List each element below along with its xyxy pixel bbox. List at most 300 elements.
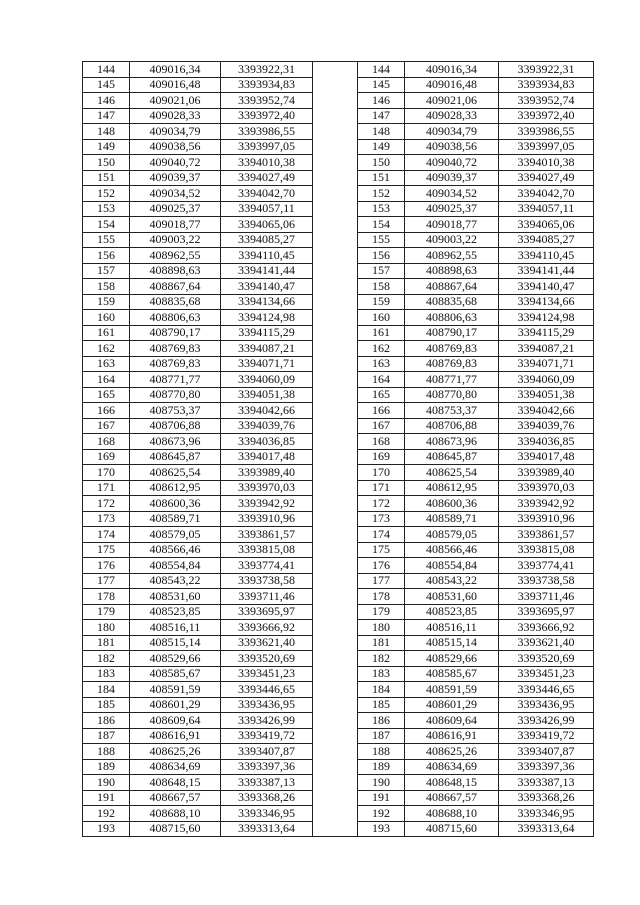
right-x-coordinate-cell: 408566,46 xyxy=(405,542,499,558)
left-point-number-cell: 146 xyxy=(83,93,130,109)
left-point-number-cell: 147 xyxy=(83,108,130,124)
right-x-coordinate-cell: 408645,87 xyxy=(405,449,499,465)
coordinates-table xyxy=(82,61,594,837)
spacer-cell xyxy=(313,77,358,93)
right-y-coordinate-cell: 3393815,08 xyxy=(499,542,594,558)
right-point-number-cell: 176 xyxy=(358,558,405,574)
right-x-coordinate-cell: 409039,37 xyxy=(405,170,499,186)
right-y-coordinate-cell: 3394115,29 xyxy=(499,325,594,341)
right-point-number-cell: 164 xyxy=(358,372,405,388)
spacer-cell xyxy=(313,387,358,403)
right-y-coordinate-cell: 3393368,26 xyxy=(499,790,594,806)
left-y-coordinate-cell: 3394141,44 xyxy=(221,263,313,279)
table-row xyxy=(83,155,594,171)
left-point-number-cell: 154 xyxy=(83,217,130,233)
right-point-number-cell: 160 xyxy=(358,310,405,326)
left-x-coordinate-cell: 408715,60 xyxy=(130,821,221,837)
right-x-coordinate-cell: 408867,64 xyxy=(405,279,499,295)
table-row xyxy=(83,775,594,791)
right-x-coordinate-cell: 408591,59 xyxy=(405,682,499,698)
spacer-cell xyxy=(313,232,358,248)
right-y-coordinate-cell: 3394057,11 xyxy=(499,201,594,217)
right-x-coordinate-cell: 408898,63 xyxy=(405,263,499,279)
spacer-cell xyxy=(313,62,358,78)
left-y-coordinate-cell: 3393520,69 xyxy=(221,651,313,667)
left-y-coordinate-cell: 3393989,40 xyxy=(221,465,313,481)
left-point-number-cell: 148 xyxy=(83,124,130,140)
right-x-coordinate-cell: 408625,26 xyxy=(405,744,499,760)
table-row xyxy=(83,542,594,558)
right-point-number-cell: 170 xyxy=(358,465,405,481)
left-y-coordinate-cell: 3393942,92 xyxy=(221,496,313,512)
left-x-coordinate-cell: 408673,96 xyxy=(130,434,221,450)
right-y-coordinate-cell: 3393666,92 xyxy=(499,620,594,636)
right-point-number-cell: 167 xyxy=(358,418,405,434)
left-point-number-cell: 173 xyxy=(83,511,130,527)
spacer-cell xyxy=(313,155,358,171)
left-x-coordinate-cell: 408634,69 xyxy=(130,759,221,775)
right-y-coordinate-cell: 3393446,65 xyxy=(499,682,594,698)
right-point-number-cell: 177 xyxy=(358,573,405,589)
left-y-coordinate-cell: 3394057,11 xyxy=(221,201,313,217)
right-point-number-cell: 156 xyxy=(358,248,405,264)
right-y-coordinate-cell: 3394085,27 xyxy=(499,232,594,248)
left-y-coordinate-cell: 3394051,38 xyxy=(221,387,313,403)
right-point-number-cell: 163 xyxy=(358,356,405,372)
left-point-number-cell: 186 xyxy=(83,713,130,729)
left-x-coordinate-cell: 409034,52 xyxy=(130,186,221,202)
left-y-coordinate-cell: 3394124,98 xyxy=(221,310,313,326)
right-x-coordinate-cell: 408612,95 xyxy=(405,480,499,496)
right-point-number-cell: 147 xyxy=(358,108,405,124)
right-point-number-cell: 146 xyxy=(358,93,405,109)
right-x-coordinate-cell: 408715,60 xyxy=(405,821,499,837)
right-point-number-cell: 180 xyxy=(358,620,405,636)
right-x-coordinate-cell: 408790,17 xyxy=(405,325,499,341)
right-y-coordinate-cell: 3393313,64 xyxy=(499,821,594,837)
left-point-number-cell: 171 xyxy=(83,480,130,496)
right-x-coordinate-cell: 408806,63 xyxy=(405,310,499,326)
left-point-number-cell: 159 xyxy=(83,294,130,310)
left-point-number-cell: 155 xyxy=(83,232,130,248)
left-point-number-cell: 176 xyxy=(83,558,130,574)
right-point-number-cell: 186 xyxy=(358,713,405,729)
right-y-coordinate-cell: 3393407,87 xyxy=(499,744,594,760)
right-point-number-cell: 181 xyxy=(358,635,405,651)
spacer-cell xyxy=(313,310,358,326)
right-point-number-cell: 157 xyxy=(358,263,405,279)
right-point-number-cell: 185 xyxy=(358,697,405,713)
spacer-cell xyxy=(313,744,358,760)
spacer-cell xyxy=(313,480,358,496)
right-point-number-cell: 150 xyxy=(358,155,405,171)
left-x-coordinate-cell: 409018,77 xyxy=(130,217,221,233)
left-x-coordinate-cell: 409025,37 xyxy=(130,201,221,217)
table-row xyxy=(83,790,594,806)
table-row xyxy=(83,77,594,93)
left-y-coordinate-cell: 3394042,70 xyxy=(221,186,313,202)
table-row xyxy=(83,418,594,434)
left-y-coordinate-cell: 3393426,99 xyxy=(221,713,313,729)
left-point-number-cell: 185 xyxy=(83,697,130,713)
left-point-number-cell: 150 xyxy=(83,155,130,171)
left-point-number-cell: 163 xyxy=(83,356,130,372)
left-point-number-cell: 164 xyxy=(83,372,130,388)
spacer-cell xyxy=(313,651,358,667)
right-y-coordinate-cell: 3394051,38 xyxy=(499,387,594,403)
spacer-cell xyxy=(313,294,358,310)
right-y-coordinate-cell: 3393774,41 xyxy=(499,558,594,574)
left-y-coordinate-cell: 3393419,72 xyxy=(221,728,313,744)
right-point-number-cell: 168 xyxy=(358,434,405,450)
table-row xyxy=(83,697,594,713)
left-y-coordinate-cell: 3393346,95 xyxy=(221,806,313,822)
right-point-number-cell: 162 xyxy=(358,341,405,357)
right-x-coordinate-cell: 408753,37 xyxy=(405,403,499,419)
left-x-coordinate-cell: 408790,17 xyxy=(130,325,221,341)
left-point-number-cell: 169 xyxy=(83,449,130,465)
table-row xyxy=(83,279,594,295)
right-x-coordinate-cell: 409016,48 xyxy=(405,77,499,93)
left-point-number-cell: 144 xyxy=(83,62,130,78)
table-row xyxy=(83,573,594,589)
spacer-cell xyxy=(313,325,358,341)
left-x-coordinate-cell: 409016,34 xyxy=(130,62,221,78)
right-y-coordinate-cell: 3393861,57 xyxy=(499,527,594,543)
right-y-coordinate-cell: 3393387,13 xyxy=(499,775,594,791)
left-point-number-cell: 172 xyxy=(83,496,130,512)
right-x-coordinate-cell: 408515,14 xyxy=(405,635,499,651)
left-y-coordinate-cell: 3393815,08 xyxy=(221,542,313,558)
spacer-cell xyxy=(313,434,358,450)
left-y-coordinate-cell: 3394039,76 xyxy=(221,418,313,434)
table-row xyxy=(83,744,594,760)
right-point-number-cell: 144 xyxy=(358,62,405,78)
left-point-number-cell: 162 xyxy=(83,341,130,357)
spacer-cell xyxy=(313,496,358,512)
right-x-coordinate-cell: 408770,80 xyxy=(405,387,499,403)
spacer-cell xyxy=(313,542,358,558)
left-point-number-cell: 152 xyxy=(83,186,130,202)
right-point-number-cell: 178 xyxy=(358,589,405,605)
left-point-number-cell: 151 xyxy=(83,170,130,186)
left-x-coordinate-cell: 408616,91 xyxy=(130,728,221,744)
right-x-coordinate-cell: 409025,37 xyxy=(405,201,499,217)
right-x-coordinate-cell: 408601,29 xyxy=(405,697,499,713)
table-row xyxy=(83,232,594,248)
right-y-coordinate-cell: 3393970,03 xyxy=(499,480,594,496)
right-point-number-cell: 166 xyxy=(358,403,405,419)
spacer-cell xyxy=(313,341,358,357)
left-y-coordinate-cell: 3393621,40 xyxy=(221,635,313,651)
left-y-coordinate-cell: 3394085,27 xyxy=(221,232,313,248)
spacer-cell xyxy=(313,372,358,388)
left-y-coordinate-cell: 3393313,64 xyxy=(221,821,313,837)
left-point-number-cell: 193 xyxy=(83,821,130,837)
left-y-coordinate-cell: 3393451,23 xyxy=(221,666,313,682)
spacer-cell xyxy=(313,356,358,372)
left-point-number-cell: 182 xyxy=(83,651,130,667)
right-x-coordinate-cell: 408634,69 xyxy=(405,759,499,775)
left-point-number-cell: 190 xyxy=(83,775,130,791)
right-x-coordinate-cell: 408688,10 xyxy=(405,806,499,822)
right-y-coordinate-cell: 3393426,99 xyxy=(499,713,594,729)
right-y-coordinate-cell: 3394042,70 xyxy=(499,186,594,202)
right-point-number-cell: 161 xyxy=(358,325,405,341)
left-point-number-cell: 191 xyxy=(83,790,130,806)
right-point-number-cell: 155 xyxy=(358,232,405,248)
right-point-number-cell: 188 xyxy=(358,744,405,760)
left-y-coordinate-cell: 3394065,06 xyxy=(221,217,313,233)
right-point-number-cell: 154 xyxy=(358,217,405,233)
left-y-coordinate-cell: 3394110,45 xyxy=(221,248,313,264)
left-x-coordinate-cell: 408625,26 xyxy=(130,744,221,760)
spacer-cell xyxy=(313,713,358,729)
left-x-coordinate-cell: 408554,84 xyxy=(130,558,221,574)
left-y-coordinate-cell: 3394140,47 xyxy=(221,279,313,295)
table-row xyxy=(83,170,594,186)
left-x-coordinate-cell: 409021,06 xyxy=(130,93,221,109)
left-x-coordinate-cell: 408566,46 xyxy=(130,542,221,558)
left-point-number-cell: 168 xyxy=(83,434,130,450)
spacer-cell xyxy=(313,620,358,636)
right-x-coordinate-cell: 409016,34 xyxy=(405,62,499,78)
right-y-coordinate-cell: 3393922,31 xyxy=(499,62,594,78)
right-x-coordinate-cell: 408771,77 xyxy=(405,372,499,388)
left-y-coordinate-cell: 3393774,41 xyxy=(221,558,313,574)
left-point-number-cell: 187 xyxy=(83,728,130,744)
left-x-coordinate-cell: 408769,83 xyxy=(130,341,221,357)
spacer-cell xyxy=(313,728,358,744)
left-y-coordinate-cell: 3393407,87 xyxy=(221,744,313,760)
right-x-coordinate-cell: 408543,22 xyxy=(405,573,499,589)
spacer-cell xyxy=(313,558,358,574)
right-y-coordinate-cell: 3393520,69 xyxy=(499,651,594,667)
right-x-coordinate-cell: 409034,52 xyxy=(405,186,499,202)
table-row xyxy=(83,682,594,698)
table-row xyxy=(83,201,594,217)
left-x-coordinate-cell: 408648,15 xyxy=(130,775,221,791)
table-row xyxy=(83,511,594,527)
left-x-coordinate-cell: 409038,56 xyxy=(130,139,221,155)
spacer-cell xyxy=(313,465,358,481)
table-row xyxy=(83,713,594,729)
left-point-number-cell: 189 xyxy=(83,759,130,775)
table-row xyxy=(83,806,594,822)
left-point-number-cell: 166 xyxy=(83,403,130,419)
left-x-coordinate-cell: 408516,11 xyxy=(130,620,221,636)
right-x-coordinate-cell: 408648,15 xyxy=(405,775,499,791)
right-y-coordinate-cell: 3393621,40 xyxy=(499,635,594,651)
left-x-coordinate-cell: 408600,36 xyxy=(130,496,221,512)
left-x-coordinate-cell: 409003,22 xyxy=(130,232,221,248)
left-x-coordinate-cell: 408625,54 xyxy=(130,465,221,481)
left-point-number-cell: 175 xyxy=(83,542,130,558)
table-row xyxy=(83,403,594,419)
right-point-number-cell: 158 xyxy=(358,279,405,295)
right-y-coordinate-cell: 3394017,48 xyxy=(499,449,594,465)
right-point-number-cell: 172 xyxy=(358,496,405,512)
spacer-cell xyxy=(313,93,358,109)
left-x-coordinate-cell: 408769,83 xyxy=(130,356,221,372)
left-y-coordinate-cell: 3394087,21 xyxy=(221,341,313,357)
left-y-coordinate-cell: 3394027,49 xyxy=(221,170,313,186)
table-row xyxy=(83,372,594,388)
spacer-cell xyxy=(313,682,358,698)
left-y-coordinate-cell: 3393446,65 xyxy=(221,682,313,698)
spacer-cell xyxy=(313,124,358,140)
spacer-cell xyxy=(313,790,358,806)
left-y-coordinate-cell: 3393387,13 xyxy=(221,775,313,791)
right-x-coordinate-cell: 408529,66 xyxy=(405,651,499,667)
table-row xyxy=(83,124,594,140)
left-y-coordinate-cell: 3393986,55 xyxy=(221,124,313,140)
left-point-number-cell: 153 xyxy=(83,201,130,217)
table-row xyxy=(83,341,594,357)
left-x-coordinate-cell: 408579,05 xyxy=(130,527,221,543)
left-x-coordinate-cell: 408589,71 xyxy=(130,511,221,527)
left-point-number-cell: 157 xyxy=(83,263,130,279)
right-y-coordinate-cell: 3394027,49 xyxy=(499,170,594,186)
left-y-coordinate-cell: 3394071,71 xyxy=(221,356,313,372)
spacer-cell xyxy=(313,589,358,605)
left-x-coordinate-cell: 408667,57 xyxy=(130,790,221,806)
right-point-number-cell: 148 xyxy=(358,124,405,140)
right-point-number-cell: 151 xyxy=(358,170,405,186)
table-row xyxy=(83,294,594,310)
right-point-number-cell: 182 xyxy=(358,651,405,667)
right-x-coordinate-cell: 409038,56 xyxy=(405,139,499,155)
left-x-coordinate-cell: 408835,68 xyxy=(130,294,221,310)
left-x-coordinate-cell: 408591,59 xyxy=(130,682,221,698)
right-x-coordinate-cell: 409021,06 xyxy=(405,93,499,109)
left-y-coordinate-cell: 3393436,95 xyxy=(221,697,313,713)
right-x-coordinate-cell: 408616,91 xyxy=(405,728,499,744)
right-y-coordinate-cell: 3393972,40 xyxy=(499,108,594,124)
right-y-coordinate-cell: 3394141,44 xyxy=(499,263,594,279)
right-y-coordinate-cell: 3393738,58 xyxy=(499,573,594,589)
table-row xyxy=(83,480,594,496)
right-x-coordinate-cell: 408835,68 xyxy=(405,294,499,310)
left-y-coordinate-cell: 3394017,48 xyxy=(221,449,313,465)
right-x-coordinate-cell: 408673,96 xyxy=(405,434,499,450)
left-x-coordinate-cell: 409028,33 xyxy=(130,108,221,124)
left-x-coordinate-cell: 408706,88 xyxy=(130,418,221,434)
left-y-coordinate-cell: 3393910,96 xyxy=(221,511,313,527)
table-row xyxy=(83,728,594,744)
right-y-coordinate-cell: 3393986,55 xyxy=(499,124,594,140)
table-row xyxy=(83,217,594,233)
left-y-coordinate-cell: 3393368,26 xyxy=(221,790,313,806)
right-point-number-cell: 191 xyxy=(358,790,405,806)
right-point-number-cell: 175 xyxy=(358,542,405,558)
left-x-coordinate-cell: 408543,22 xyxy=(130,573,221,589)
left-y-coordinate-cell: 3394060,09 xyxy=(221,372,313,388)
spacer-cell xyxy=(313,821,358,837)
left-y-coordinate-cell: 3394115,29 xyxy=(221,325,313,341)
table-row xyxy=(83,62,594,78)
table-row xyxy=(83,604,594,620)
right-y-coordinate-cell: 3393436,95 xyxy=(499,697,594,713)
right-point-number-cell: 190 xyxy=(358,775,405,791)
right-y-coordinate-cell: 3394087,21 xyxy=(499,341,594,357)
left-point-number-cell: 178 xyxy=(83,589,130,605)
right-y-coordinate-cell: 3394010,38 xyxy=(499,155,594,171)
left-point-number-cell: 179 xyxy=(83,604,130,620)
left-x-coordinate-cell: 408753,37 xyxy=(130,403,221,419)
table-row xyxy=(83,589,594,605)
spacer-cell xyxy=(313,139,358,155)
left-point-number-cell: 167 xyxy=(83,418,130,434)
left-point-number-cell: 192 xyxy=(83,806,130,822)
spacer-cell xyxy=(313,527,358,543)
right-point-number-cell: 184 xyxy=(358,682,405,698)
right-x-coordinate-cell: 408609,64 xyxy=(405,713,499,729)
left-point-number-cell: 181 xyxy=(83,635,130,651)
spacer-cell xyxy=(313,759,358,775)
right-y-coordinate-cell: 3393910,96 xyxy=(499,511,594,527)
left-x-coordinate-cell: 408688,10 xyxy=(130,806,221,822)
right-y-coordinate-cell: 3394060,09 xyxy=(499,372,594,388)
left-point-number-cell: 149 xyxy=(83,139,130,155)
right-x-coordinate-cell: 408585,67 xyxy=(405,666,499,682)
table-row xyxy=(83,108,594,124)
right-x-coordinate-cell: 409028,33 xyxy=(405,108,499,124)
right-y-coordinate-cell: 3394039,76 xyxy=(499,418,594,434)
left-x-coordinate-cell: 409039,37 xyxy=(130,170,221,186)
right-point-number-cell: 152 xyxy=(358,186,405,202)
left-x-coordinate-cell: 408612,95 xyxy=(130,480,221,496)
spacer-cell xyxy=(313,418,358,434)
right-y-coordinate-cell: 3393419,72 xyxy=(499,728,594,744)
left-x-coordinate-cell: 409040,72 xyxy=(130,155,221,171)
left-y-coordinate-cell: 3394036,85 xyxy=(221,434,313,450)
right-y-coordinate-cell: 3393451,23 xyxy=(499,666,594,682)
table-row xyxy=(83,310,594,326)
table-row xyxy=(83,263,594,279)
right-point-number-cell: 192 xyxy=(358,806,405,822)
spacer-cell xyxy=(313,201,358,217)
left-y-coordinate-cell: 3393922,31 xyxy=(221,62,313,78)
left-y-coordinate-cell: 3394134,66 xyxy=(221,294,313,310)
spacer-cell xyxy=(313,263,358,279)
right-x-coordinate-cell: 408589,71 xyxy=(405,511,499,527)
right-y-coordinate-cell: 3394036,85 xyxy=(499,434,594,450)
right-x-coordinate-cell: 408625,54 xyxy=(405,465,499,481)
right-point-number-cell: 189 xyxy=(358,759,405,775)
right-y-coordinate-cell: 3394110,45 xyxy=(499,248,594,264)
right-point-number-cell: 153 xyxy=(358,201,405,217)
left-y-coordinate-cell: 3393952,74 xyxy=(221,93,313,109)
left-point-number-cell: 158 xyxy=(83,279,130,295)
left-y-coordinate-cell: 3393970,03 xyxy=(221,480,313,496)
right-x-coordinate-cell: 408962,55 xyxy=(405,248,499,264)
left-y-coordinate-cell: 3393972,40 xyxy=(221,108,313,124)
spacer-cell xyxy=(313,775,358,791)
right-x-coordinate-cell: 408600,36 xyxy=(405,496,499,512)
table-row xyxy=(83,449,594,465)
spacer-cell xyxy=(313,186,358,202)
left-y-coordinate-cell: 3393997,05 xyxy=(221,139,313,155)
right-x-coordinate-cell: 408516,11 xyxy=(405,620,499,636)
table-row xyxy=(83,139,594,155)
table-row xyxy=(83,821,594,837)
left-point-number-cell: 165 xyxy=(83,387,130,403)
right-point-number-cell: 171 xyxy=(358,480,405,496)
coordinates-table-body xyxy=(83,62,594,837)
right-point-number-cell: 173 xyxy=(358,511,405,527)
spacer-cell xyxy=(313,403,358,419)
